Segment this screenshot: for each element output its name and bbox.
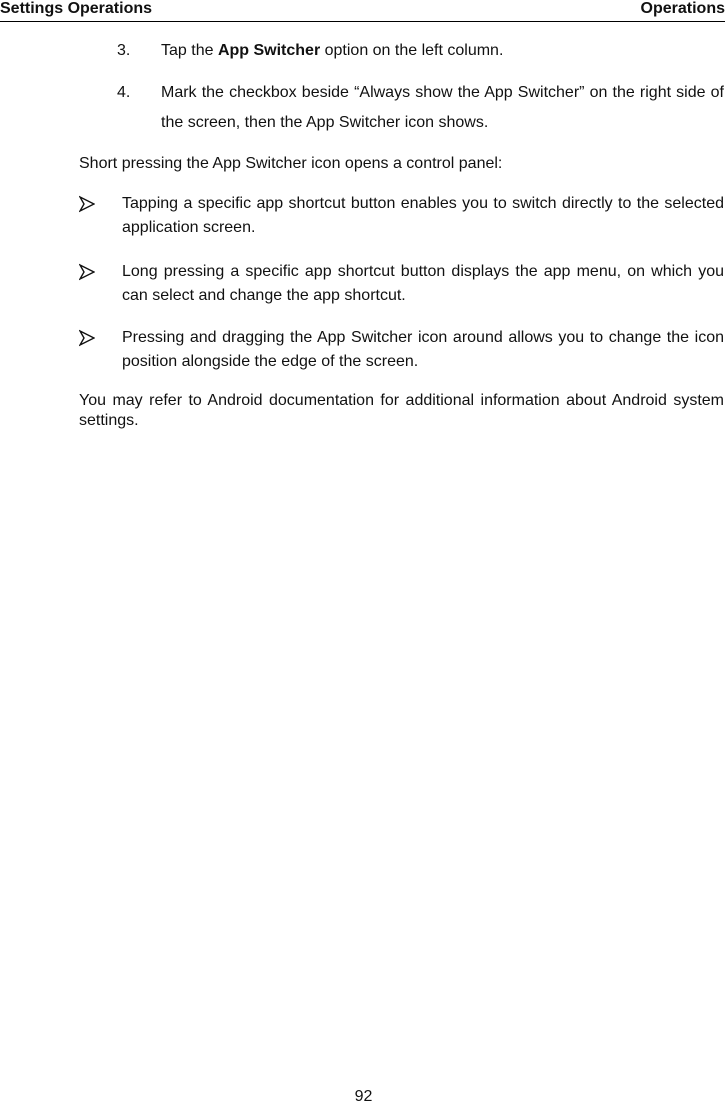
arrowhead-bullet-icon xyxy=(79,260,95,284)
arrowhead-bullet-icon xyxy=(79,326,95,350)
header-chapter-title: Operations xyxy=(640,0,725,17)
bullet-text: Tapping a specific app shortcut button enables you to switch directly to the selected application screen. xyxy=(122,195,724,236)
step-text-suffix: option on the left column. xyxy=(320,42,504,59)
bullet-item xyxy=(79,326,724,374)
step-text-prefix: Tap the xyxy=(161,42,218,59)
page-number: 92 xyxy=(354,1088,373,1105)
bullet-text: Pressing and dragging the App Switcher icon around allows you to change the icon position alongside the edge of the screen. xyxy=(122,329,724,370)
closing-paragraph: You may refer to Android documentation for additional information about Android system settings. xyxy=(79,392,724,429)
step-3 xyxy=(0,36,727,66)
step-4 xyxy=(0,78,727,138)
step-text-bold: App Switcher xyxy=(217,42,321,59)
page-header xyxy=(0,0,725,22)
arrowhead-bullet-icon xyxy=(79,192,95,216)
step-number: 4. xyxy=(117,84,131,101)
step-text: Mark the checkbox beside “Always show the App Switcher” on the right side of the screen, then the App Switcher icon shows. xyxy=(161,84,724,131)
bullet-item xyxy=(79,192,724,240)
header-section-title: Settings Operations xyxy=(0,0,153,17)
step-number: 3. xyxy=(117,42,131,59)
intro-paragraph: Short pressing the App Switcher icon opens a control panel: xyxy=(79,155,503,172)
bullet-text: Long pressing a specific app shortcut button displays the app menu, on which you can select and change the app shortcut. xyxy=(122,263,724,304)
bullet-item xyxy=(79,260,724,308)
step-text xyxy=(161,36,724,66)
